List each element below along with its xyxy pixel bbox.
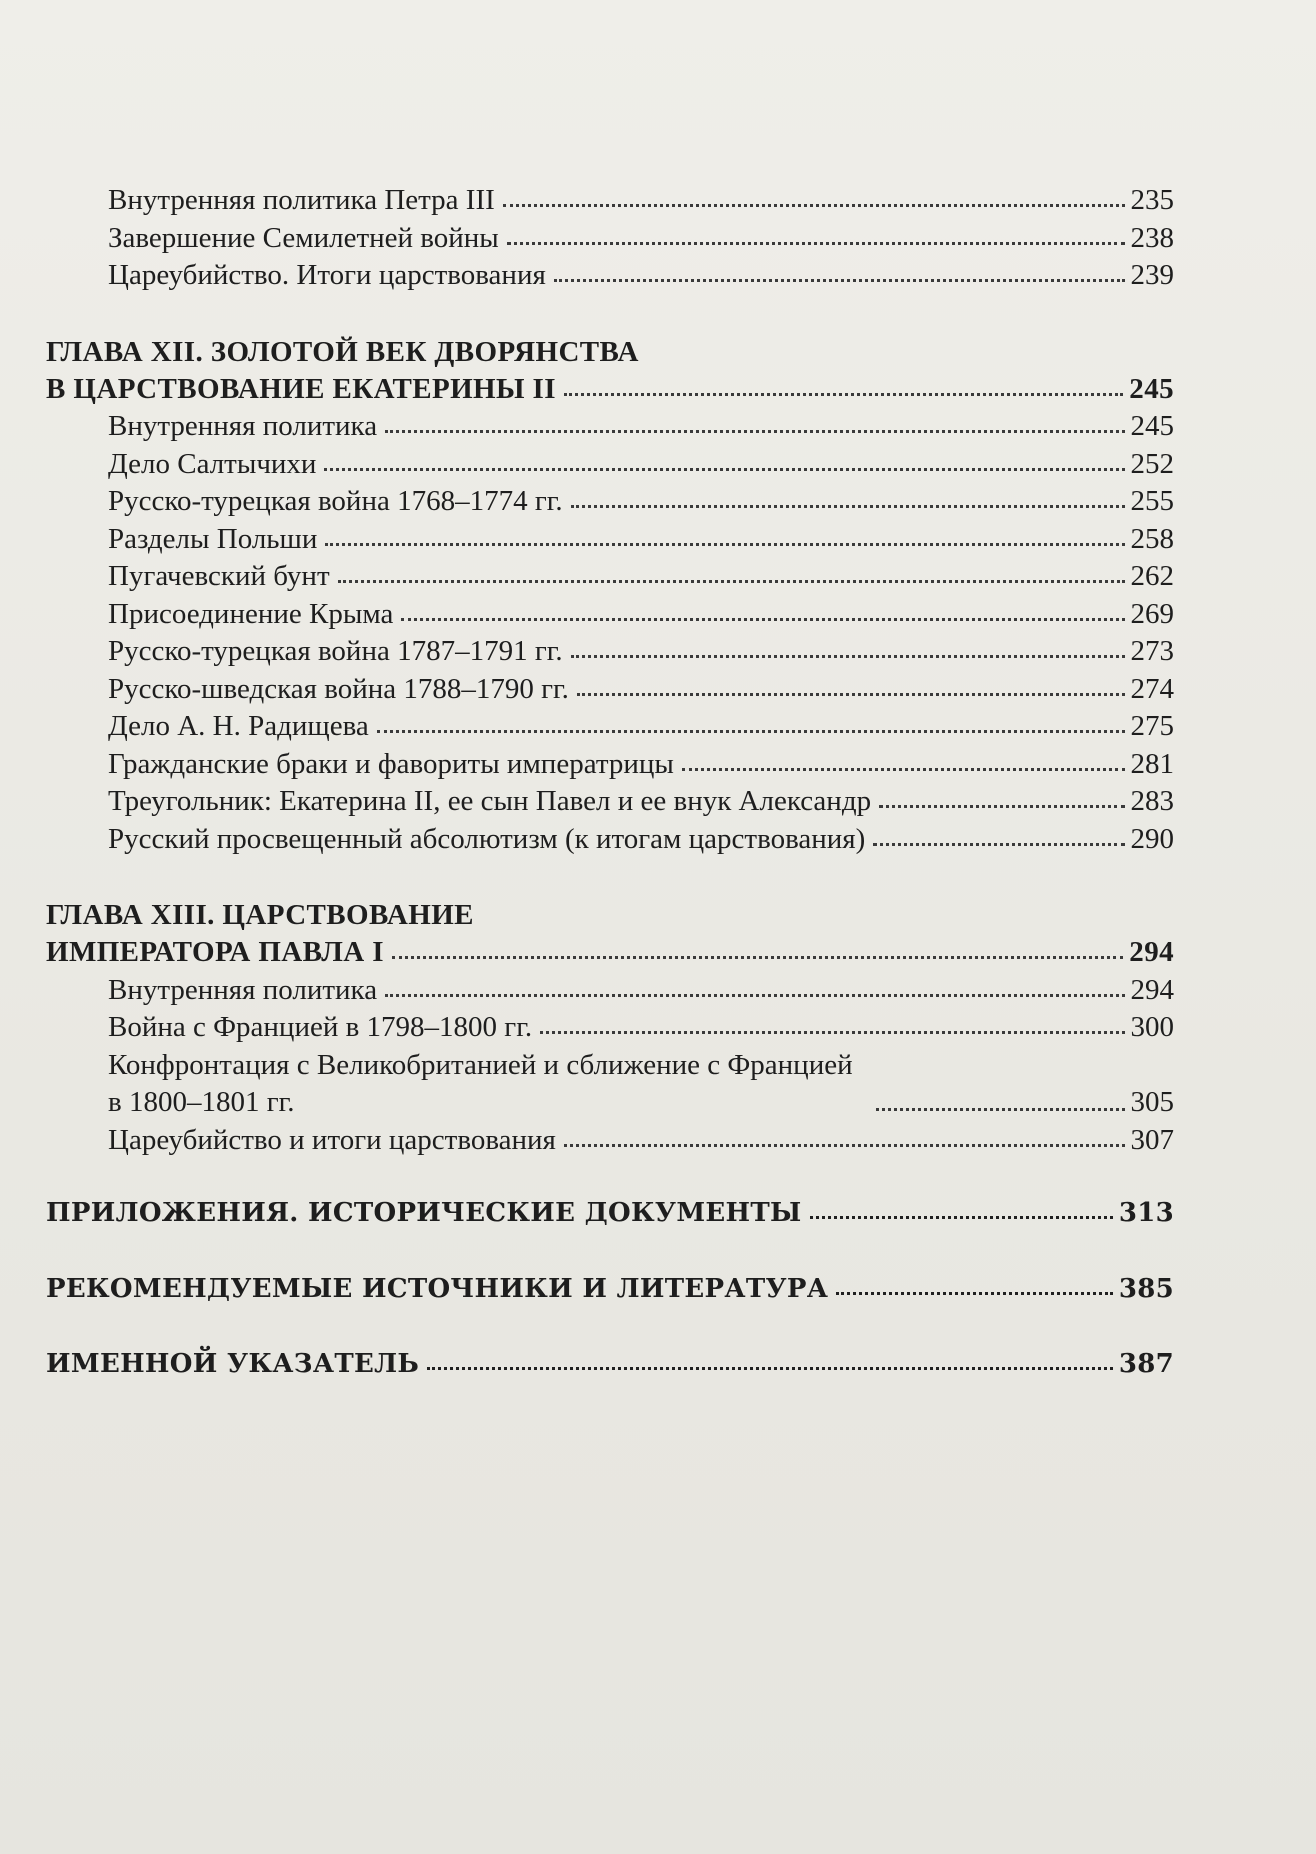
- toc-entry-page: 269: [1130, 597, 1174, 630]
- dot-leader: [564, 1144, 1125, 1147]
- toc-section-label: РЕКОМЕНДУЕМЫЕ ИСТОЧНИКИ И ЛИТЕРАТУРА: [46, 1273, 829, 1304]
- chapter-title-line2: ИМПЕРАТОРА ПАВЛА I: [46, 936, 384, 968]
- chapter-page: 245: [1129, 372, 1174, 405]
- toc-entry: [46, 1009, 1174, 1047]
- toc-entry-label: Русско-шведская война 1788–1790 гг.: [108, 672, 569, 705]
- toc-entry: [46, 972, 1174, 1010]
- dot-leader: [571, 655, 1125, 658]
- dot-leader: [401, 618, 1124, 621]
- toc-entry: [46, 408, 1174, 446]
- toc-entry-label: Внутренняя политика Петра III: [108, 184, 495, 216]
- toc-entry-label: Дело Салтычихи: [108, 447, 317, 480]
- toc-entry-label: Конфронтация с Великобританией и сближение с Францией в 1800–1801 гг.: [108, 1048, 853, 1118]
- chapter-title-line1: ГЛАВА XII. ЗОЛОТОЙ ВЕК ДВОРЯНСТВА: [46, 335, 639, 368]
- toc-entry: [46, 446, 1174, 484]
- toc-entry-page: 281: [1130, 747, 1174, 780]
- dot-leader: [507, 242, 1125, 245]
- toc-section-page: 385: [1118, 1273, 1174, 1304]
- dot-leader: [338, 580, 1125, 583]
- chapter-heading: [46, 371, 1174, 409]
- dot-leader: [577, 693, 1125, 696]
- dot-leader: [427, 1367, 1113, 1370]
- toc-entry-page: 275: [1130, 710, 1174, 742]
- dot-leader: [377, 730, 1125, 733]
- toc-entry-page: 273: [1130, 635, 1174, 667]
- chapter-13: [46, 896, 1174, 1159]
- toc-entry-page: 294: [1130, 973, 1174, 1006]
- toc-entry: [46, 521, 1174, 559]
- toc-section-index: [46, 1346, 1174, 1384]
- toc-entry-label: Гражданские браки и фавориты императрицы: [108, 747, 674, 780]
- toc-entry: [46, 671, 1174, 709]
- table-of-contents: [46, 182, 1174, 1384]
- toc-entry-label: Завершение Семилетней войны: [108, 221, 499, 254]
- toc-entry-page: 300: [1130, 1011, 1174, 1043]
- dot-leader: [879, 805, 1124, 808]
- toc-entry-page: 255: [1130, 485, 1174, 517]
- toc-entry-page: 274: [1130, 672, 1174, 705]
- toc-entry-label: Русско-турецкая война 1787–1791 гг.: [108, 635, 563, 667]
- dot-leader: [392, 956, 1123, 959]
- toc-section-label: ПРИЛОЖЕНИЯ. ИСТОРИЧЕСКИЕ ДОКУМЕНТЫ: [46, 1198, 802, 1228]
- toc-entry-page: 239: [1130, 259, 1174, 291]
- dot-leader: [876, 1108, 1125, 1111]
- toc-entry-label: Русско-турецкая война 1768–1774 гг.: [108, 485, 563, 517]
- toc-entry-label: Внутренняя политика: [108, 410, 378, 442]
- dot-leader: [324, 468, 1124, 471]
- chapter-12: [46, 333, 1174, 859]
- toc-entry-label: Война с Францией в 1798–1800 гг.: [108, 1011, 533, 1043]
- toc-entry: [46, 182, 1174, 220]
- toc-entry-label: Цареубийство. Итоги царствования: [108, 259, 546, 291]
- toc-entry-page: 258: [1130, 522, 1174, 555]
- dot-leader: [810, 1216, 1113, 1219]
- toc-entry-page: 305: [1130, 1086, 1174, 1118]
- toc-section-literature: [46, 1271, 1174, 1309]
- chapter-title-line1: ГЛАВА XIII. ЦАРСТВОВАНИЕ: [46, 899, 474, 931]
- toc-entry: [46, 596, 1174, 634]
- toc-entry-page: 262: [1130, 560, 1174, 592]
- toc-section-page: 313: [1118, 1198, 1174, 1228]
- chapter-page: 294: [1129, 936, 1174, 968]
- toc-entry-label: Разделы Польши: [108, 522, 318, 555]
- dot-leader: [540, 1031, 1124, 1034]
- toc-entry: [46, 783, 1174, 821]
- toc-section-label: ИМЕННОЙ УКАЗАТЕЛЬ: [46, 1349, 420, 1379]
- toc-entry: [46, 633, 1174, 671]
- toc-entry: [46, 708, 1174, 746]
- dot-leader: [682, 768, 1125, 771]
- dot-leader: [873, 843, 1124, 846]
- toc-entry-page: 245: [1130, 410, 1174, 442]
- toc-entry: [46, 558, 1174, 596]
- toc-entry-page: 307: [1130, 1123, 1174, 1156]
- toc-entry: [46, 746, 1174, 784]
- toc-entry: [46, 821, 1174, 859]
- toc-entry-label: Треугольник: Екатерина II, ее сын Павел и ее внук Александр: [108, 785, 872, 817]
- toc-entry-label: Дело А. Н. Радищева: [108, 710, 369, 742]
- dot-leader: [836, 1292, 1113, 1295]
- toc-entry-page: 283: [1130, 785, 1174, 817]
- dot-leader: [385, 994, 1124, 997]
- toc-entry-label: Русский просвещенный абсолютизм (к итогам царствования): [108, 822, 866, 855]
- toc-entry-label: Пугачевский бунт: [108, 560, 330, 592]
- dot-leader: [503, 204, 1125, 207]
- toc-entry-page: 238: [1130, 221, 1174, 254]
- chapter-heading: [46, 934, 1174, 972]
- toc-entry: [46, 257, 1174, 295]
- dot-leader: [554, 279, 1125, 282]
- toc-entry: [46, 483, 1174, 521]
- toc-entry-page: 252: [1130, 447, 1174, 480]
- toc-entry-label: Цареубийство и итоги царствования: [108, 1123, 556, 1156]
- toc-section-page: 387: [1118, 1349, 1174, 1379]
- toc-entry-page: 235: [1130, 184, 1174, 216]
- toc-section-appendices: [46, 1195, 1174, 1233]
- toc-entry: [46, 1122, 1174, 1160]
- chapter-title-line2: В ЦАРСТВОВАНИЕ ЕКАТЕРИНЫ II: [46, 372, 556, 405]
- toc-entry-label: Внутренняя политика: [108, 973, 378, 1006]
- dot-leader: [564, 393, 1123, 396]
- toc-entry: [46, 220, 1174, 258]
- dot-leader: [571, 505, 1125, 508]
- dot-leader: [385, 430, 1124, 433]
- toc-entry-label: Присоединение Крыма: [108, 597, 394, 630]
- dot-leader: [325, 543, 1124, 546]
- toc-entry-page: 290: [1130, 822, 1174, 855]
- toc-entry: [46, 1047, 1174, 1122]
